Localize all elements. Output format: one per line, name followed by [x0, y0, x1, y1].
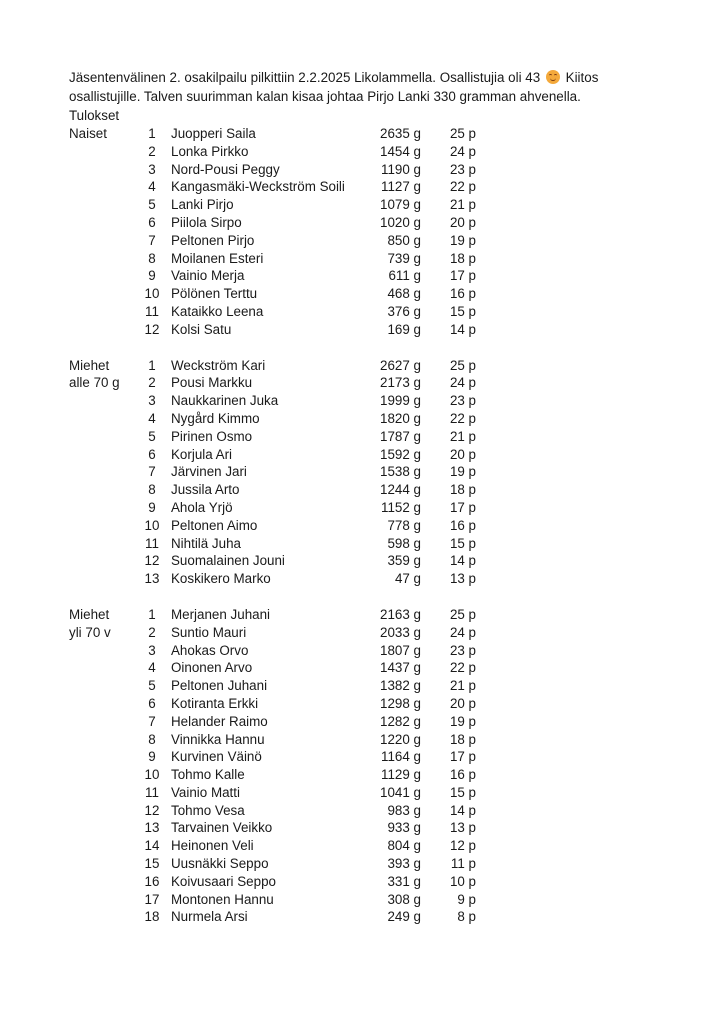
participant-name: Tohmo Vesa	[171, 802, 245, 818]
points: 14 p	[449, 553, 476, 569]
participant-name: Vinnikka Hannu	[171, 731, 265, 747]
category-label	[69, 196, 134, 214]
catch-weight: 359 g	[387, 553, 421, 569]
points: 21 p	[449, 428, 476, 444]
participant-name: Vainio Merja	[171, 268, 245, 284]
points: 24 p	[449, 624, 476, 640]
category-label	[69, 784, 134, 802]
participant-name: Merjanen Juhani	[171, 606, 271, 622]
category-label	[69, 837, 134, 855]
catch-weight: 468 g	[387, 286, 421, 302]
result-row	[69, 802, 669, 820]
result-row	[69, 410, 669, 428]
points: 16 p	[449, 767, 476, 783]
rank: 2	[148, 624, 156, 640]
catch-weight: 1538 g	[380, 464, 421, 480]
result-row	[69, 819, 669, 837]
category-label	[69, 748, 134, 766]
catch-weight: 249 g	[387, 909, 421, 925]
result-row	[69, 481, 669, 499]
result-row	[69, 624, 669, 642]
points: 22 p	[449, 179, 476, 195]
points: 13 p	[449, 571, 476, 587]
catch-weight: 2627 g	[380, 357, 421, 373]
rank: 3	[148, 161, 156, 177]
rank: 4	[148, 410, 156, 426]
participant-name: Naukkarinen Juka	[171, 393, 279, 409]
points: 17 p	[449, 749, 476, 765]
rank: 7	[148, 232, 156, 248]
rank: 11	[145, 784, 159, 800]
catch-weight: 376 g	[387, 303, 421, 319]
result-row	[69, 552, 669, 570]
category-label: Miehet	[69, 357, 110, 373]
catch-weight: 1152 g	[381, 499, 421, 515]
participant-name: Kangasmäki-Weckström Soili	[171, 179, 345, 195]
intro-text: Jäsentenvälinen 2. osakilpailu pilkittiin 2.2.2025 Likolammella. Osallistujia oli 43	[69, 70, 541, 85]
result-row	[69, 837, 669, 855]
category-label	[69, 392, 134, 410]
points: 25 p	[449, 126, 476, 141]
points: 8 p	[457, 909, 476, 925]
rank: 18	[144, 909, 160, 925]
participant-name: Nord-Pousi Peggy	[171, 161, 280, 177]
points: 20 p	[449, 695, 476, 711]
category-label	[69, 285, 134, 303]
catch-weight: 331 g	[387, 873, 421, 889]
points: 19 p	[449, 232, 476, 248]
result-row	[69, 214, 669, 232]
points: 18 p	[449, 250, 476, 266]
catch-weight: 2033 g	[380, 624, 421, 640]
result-row	[69, 908, 669, 926]
participant-name: Tarvainen Veikko	[171, 820, 273, 836]
points: 18 p	[449, 482, 476, 498]
intro-paragraph	[69, 68, 669, 125]
result-row	[69, 250, 669, 268]
result-row	[69, 161, 669, 179]
category-label	[69, 517, 134, 535]
category-label	[69, 766, 134, 784]
result-row	[69, 713, 669, 731]
participant-name: Piilola Sirpo	[171, 214, 242, 230]
category-label	[69, 428, 134, 446]
catch-weight: 1079 g	[380, 197, 421, 213]
result-row	[69, 232, 669, 250]
participant-name: Ahola Yrjö	[171, 499, 233, 515]
catch-weight: 983 g	[387, 802, 421, 818]
category-label	[69, 677, 134, 695]
result-row	[69, 463, 669, 481]
category-label	[69, 232, 134, 250]
catch-weight: 1020 g	[380, 214, 421, 230]
participant-name: Moilanen Esteri	[171, 250, 264, 266]
rank: 10	[144, 517, 160, 533]
result-row	[69, 446, 669, 464]
participant-name: Weckström Kari	[171, 357, 266, 373]
category-label	[69, 535, 134, 553]
result-row	[69, 374, 669, 392]
rank: 9	[148, 499, 156, 515]
catch-weight: 778 g	[387, 517, 421, 533]
points: 21 p	[449, 197, 476, 213]
catch-weight: 739 g	[387, 250, 421, 266]
points: 17 p	[449, 499, 476, 515]
participant-name: Jussila Arto	[171, 482, 240, 498]
catch-weight: 611 g	[388, 268, 421, 284]
catch-weight: 393 g	[387, 856, 421, 872]
rank: 8	[148, 250, 156, 266]
participant-name: Helander Raimo	[171, 713, 268, 729]
rank: 7	[148, 713, 156, 729]
points: 24 p	[449, 143, 476, 159]
participant-name: Peltonen Juhani	[171, 678, 268, 694]
category-label	[69, 481, 134, 499]
result-row	[69, 695, 669, 713]
intro-thanks: Kiitos	[565, 70, 599, 85]
category-label	[69, 891, 134, 909]
points: 20 p	[449, 446, 476, 462]
participant-name: Ahokas Orvo	[171, 642, 249, 658]
category-label: Miehet	[69, 606, 110, 622]
participant-name: Oinonen Arvo	[171, 660, 253, 676]
participant-name: Suomalainen Jouni	[171, 553, 285, 569]
points: 15 p	[449, 535, 476, 551]
participant-name: Nurmela Arsi	[171, 909, 248, 925]
result-row	[69, 873, 669, 891]
category-label	[69, 446, 134, 464]
rank: 11	[145, 535, 159, 551]
points: 23 p	[449, 642, 476, 658]
category-label	[69, 695, 134, 713]
rank: 3	[148, 642, 156, 658]
points: 23 p	[449, 161, 476, 177]
points: 9 p	[457, 891, 476, 907]
points: 16 p	[449, 286, 476, 302]
result-row	[69, 178, 669, 196]
intro-line-2: osallistujille. Talven suurimman kalan kisaa johtaa Pirjo Lanki 330 gramman ahvenella.	[69, 89, 581, 104]
results-group	[69, 606, 669, 926]
smiling-face-icon	[546, 70, 560, 84]
rank: 1	[148, 606, 156, 622]
points: 25 p	[449, 357, 476, 373]
rank: 13	[144, 820, 160, 836]
results-heading: Tulokset	[69, 108, 120, 123]
rank: 12	[144, 553, 160, 569]
category-label: Naiset	[69, 126, 107, 141]
catch-weight: 1282 g	[380, 713, 421, 729]
result-row	[69, 392, 669, 410]
catch-weight: 47 g	[394, 571, 421, 587]
catch-weight: 933 g	[387, 820, 421, 836]
catch-weight: 169 g	[387, 321, 421, 337]
category-label	[69, 463, 134, 481]
results-group	[69, 125, 669, 339]
rank: 2	[148, 375, 156, 391]
document-page	[69, 68, 669, 926]
catch-weight: 1298 g	[380, 695, 421, 711]
points: 19 p	[449, 464, 476, 480]
intro-line-1	[69, 68, 669, 87]
participant-name: Lanki Pirjo	[171, 197, 234, 213]
result-row	[69, 125, 669, 143]
result-row	[69, 196, 669, 214]
result-row	[69, 784, 669, 802]
catch-weight: 1041 g	[380, 784, 421, 800]
category-label	[69, 713, 134, 731]
results-group	[69, 357, 669, 588]
rank: 8	[148, 731, 156, 747]
catch-weight: 1220 g	[380, 731, 421, 747]
participant-name: Pousi Markku	[171, 375, 253, 391]
rank: 10	[144, 286, 160, 302]
category-label	[69, 267, 134, 285]
rank: 9	[148, 268, 156, 284]
catch-weight: 850 g	[387, 232, 421, 248]
participant-name: Kurvinen Väinö	[171, 749, 262, 765]
rank: 6	[148, 214, 156, 230]
participant-name: Pölönen Terttu	[171, 286, 258, 302]
results-list	[69, 125, 669, 926]
participant-name: Korjula Ari	[171, 446, 233, 462]
rank: 8	[148, 482, 156, 498]
participant-name: Koskikero Marko	[171, 571, 271, 587]
category-label	[69, 161, 134, 179]
catch-weight: 1437 g	[380, 660, 421, 676]
catch-weight: 1382 g	[380, 678, 421, 694]
points: 16 p	[449, 517, 476, 533]
rank: 11	[145, 303, 159, 319]
result-row	[69, 303, 669, 321]
result-row	[69, 731, 669, 749]
participant-name: Järvinen Jari	[171, 464, 247, 480]
participant-name: Montonen Hannu	[171, 891, 274, 907]
result-row	[69, 748, 669, 766]
points: 22 p	[449, 660, 476, 676]
category-label	[69, 731, 134, 749]
points: 20 p	[449, 214, 476, 230]
participant-name: Suntio Mauri	[171, 624, 247, 640]
catch-weight: 2173 g	[380, 375, 421, 391]
result-row	[69, 766, 669, 784]
participant-name: Peltonen Aimo	[171, 517, 258, 533]
catch-weight: 1454 g	[380, 143, 421, 159]
catch-weight: 1244 g	[380, 482, 421, 498]
category-label	[69, 303, 134, 321]
participant-name: Heinonen Veli	[171, 838, 254, 854]
catch-weight: 804 g	[387, 838, 421, 854]
result-row	[69, 357, 669, 375]
rank: 5	[148, 678, 156, 694]
catch-weight: 1190 g	[381, 161, 421, 177]
category-label: yli 70 v	[69, 624, 111, 640]
participant-name: Juopperi Saila	[171, 126, 256, 141]
category-label	[69, 659, 134, 677]
result-row	[69, 891, 669, 909]
category-label	[69, 642, 134, 660]
rank: 14	[144, 838, 160, 854]
category-label	[69, 819, 134, 837]
points: 12 p	[449, 838, 476, 854]
participant-name: Tohmo Kalle	[171, 767, 245, 783]
participant-name: Peltonen Pirjo	[171, 232, 255, 248]
participant-name: Kataikko Leena	[171, 303, 264, 319]
result-row	[69, 606, 669, 624]
result-row	[69, 659, 669, 677]
rank: 15	[144, 856, 160, 872]
result-row	[69, 855, 669, 873]
rank: 12	[144, 802, 160, 818]
participant-name: Vainio Matti	[171, 784, 240, 800]
result-row	[69, 535, 669, 553]
rank: 9	[148, 749, 156, 765]
points: 15 p	[449, 303, 476, 319]
category-label	[69, 143, 134, 161]
category-label	[69, 178, 134, 196]
catch-weight: 2635 g	[380, 126, 421, 141]
result-row	[69, 642, 669, 660]
category-label	[69, 873, 134, 891]
result-row	[69, 570, 669, 588]
result-row	[69, 517, 669, 535]
rank: 1	[148, 126, 156, 141]
rank: 6	[148, 446, 156, 462]
participant-name: Pirinen Osmo	[171, 428, 253, 444]
points: 14 p	[449, 321, 476, 337]
result-row	[69, 285, 669, 303]
points: 23 p	[449, 393, 476, 409]
catch-weight: 1820 g	[380, 410, 421, 426]
category-label	[69, 410, 134, 428]
rank: 12	[144, 321, 160, 337]
category-label	[69, 499, 134, 517]
category-label: alle 70 g	[69, 375, 120, 391]
rank: 5	[148, 197, 156, 213]
rank: 3	[148, 393, 156, 409]
result-row	[69, 267, 669, 285]
rank: 10	[144, 767, 160, 783]
rank: 13	[144, 571, 160, 587]
category-label	[69, 570, 134, 588]
category-label	[69, 214, 134, 232]
catch-weight: 1164 g	[381, 749, 421, 765]
result-row	[69, 321, 669, 339]
points: 10 p	[449, 873, 476, 889]
result-row	[69, 677, 669, 695]
rank: 1	[148, 357, 156, 373]
participant-name: Kolsi Satu	[171, 321, 232, 337]
result-row	[69, 499, 669, 517]
rank: 17	[144, 891, 160, 907]
points: 24 p	[449, 375, 476, 391]
participant-name: Koivusaari Seppo	[171, 873, 276, 889]
participant-name: Kotiranta Erkki	[171, 695, 259, 711]
rank: 4	[148, 179, 156, 195]
category-label	[69, 552, 134, 570]
category-label	[69, 250, 134, 268]
points: 22 p	[449, 410, 476, 426]
rank: 6	[148, 695, 156, 711]
rank: 4	[148, 660, 156, 676]
catch-weight: 1807 g	[380, 642, 421, 658]
points: 18 p	[449, 731, 476, 747]
category-label	[69, 908, 134, 926]
points: 11 p	[450, 856, 476, 872]
category-label	[69, 802, 134, 820]
rank: 5	[148, 428, 156, 444]
points: 15 p	[449, 784, 476, 800]
points: 14 p	[449, 802, 476, 818]
rank: 7	[148, 464, 156, 480]
participant-name: Nygård Kimmo	[171, 410, 260, 426]
participant-name: Nihtilä Juha	[171, 535, 241, 551]
participant-name: Lonka Pirkko	[171, 143, 249, 159]
result-row	[69, 428, 669, 446]
catch-weight: 1999 g	[380, 393, 421, 409]
catch-weight: 598 g	[387, 535, 421, 551]
points: 17 p	[449, 268, 476, 284]
result-row	[69, 143, 669, 161]
points: 21 p	[449, 678, 476, 694]
points: 19 p	[449, 713, 476, 729]
catch-weight: 2163 g	[380, 606, 421, 622]
catch-weight: 1127 g	[381, 179, 421, 195]
catch-weight: 1592 g	[380, 446, 421, 462]
catch-weight: 1129 g	[381, 767, 421, 783]
rank: 2	[148, 143, 156, 159]
points: 25 p	[449, 606, 476, 622]
catch-weight: 1787 g	[380, 428, 421, 444]
category-label	[69, 321, 134, 339]
participant-name: Uusnäkki Seppo	[171, 856, 269, 872]
catch-weight: 308 g	[387, 891, 421, 907]
points: 13 p	[449, 820, 476, 836]
rank: 16	[144, 873, 160, 889]
category-label	[69, 855, 134, 873]
